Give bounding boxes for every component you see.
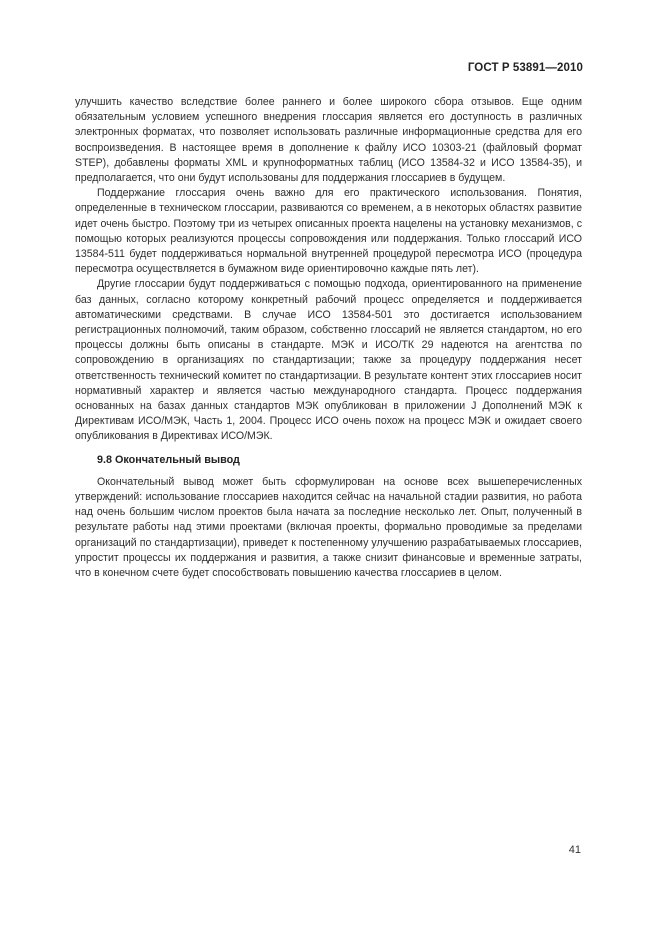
page-number: 41 <box>568 844 581 856</box>
paragraph-maintenance: Поддержание глоссария очень важно для его практического использования. Понятия, определенные в техническом глоссарии, развиваются со временем, а в некоторых областях развитие идет очень быстро. Поэтому три из четырех описанных проекта нацелены на установку механизмов, с помощью которых реализуются процессы сопровождения или поддержания. Только глоссарий ИСО 13584-511 будет поддерживаться нормальной внутренней процедурой пересмотра ИСО (процедура пересмотра осуществляется в бумажном виде ориентировочно каждые пять лет). <box>75 187 582 276</box>
paragraph-continuation: улучшить качество вследствие более раннего и более широкого сбора отзывов. Еще одним обязательным условием успешного внедрения глоссария является его доступность в различных электронных форматах, что позволяет использовать различные информационные средства для его воспроизведения. В настоящее время в дополнение к файлу ИСО 10303-21 (файловый формат STEP), добавлены форматы XML и крупноформатных таблиц (ИСО 13584-32 и ИСО 13584-35), и предполагается, что они будут использованы для поддержания глоссариев в будущем. <box>75 96 582 185</box>
paragraph-other-glossaries: Другие глоссарии будут поддерживаться с помощью подхода, ориентированного на применение баз данных, согласно которому конкретный рабочий процесс определяется и поддерживается автоматическими средствами. В случае ИСО 13584-501 это достигается использованием регистрационных полномочий, таким образом, собственно глоссарий не является стандартом, но его процессы должны быть описаны в стандарте. МЭК и ИСО/ТК 29 надеются на агентства по сопровождению в организациях по стандартизации; также за процедуру поддержания несет ответственность технический комитет по стандартизации. В результате контент этих глоссариев носит нормативный характер и является частью международного стандарта. Процесс поддержания основанных на базах данных стандартов МЭК опубликован в приложении J Дополнений МЭК к Директивам ИСО/МЭК, Часть 1, 2004. Процесс ИСО очень похож на процесс МЭК и ожидает своего опубликования в Директивах ИСО/МЭК. <box>75 278 582 443</box>
section-heading: 9.8 Окончательный вывод <box>97 453 240 466</box>
paragraph-conclusion: Окончательный вывод может быть сформулирован на основе всех вышеперечисленных утверждений: использование глоссариев находится сейчас на начальной стадии развития, но работа над очень большим числом проектов была начата за последние несколько лет. Опыт, полученный в результате работы над этими проектами (включая проекты, формально проводимые за пределами организаций по стандартизации), приведет к постепенному улучшению разрабатываемых глоссариев, упростит процессы их поддержания и развития, а также снизит финансовые и временные затраты, что в конечном счете будет способствовать повышению качества глоссариев в целом. <box>75 475 582 580</box>
standard-id-header: ГОСТ Р 53891—2010 <box>467 62 583 74</box>
body-text <box>75 95 582 581</box>
